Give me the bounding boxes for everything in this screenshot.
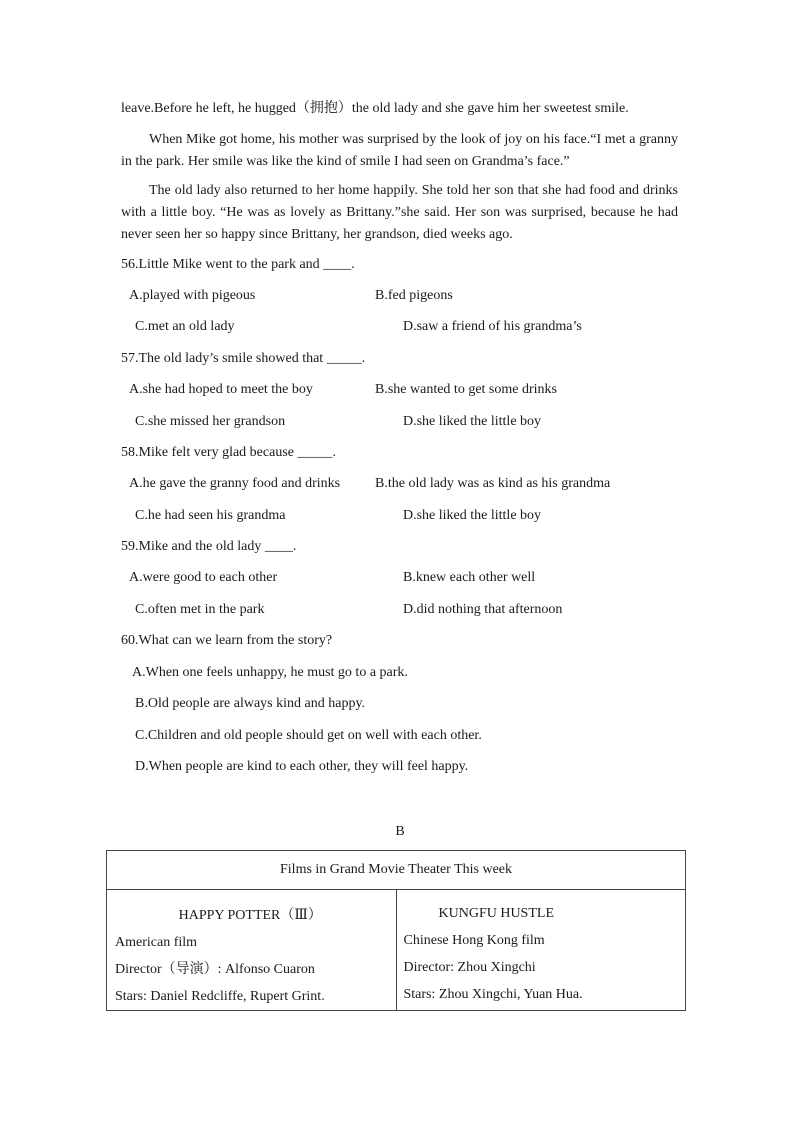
option-d: D.did nothing that afternoon bbox=[403, 602, 563, 617]
question-stem: 58.Mike felt very glad because _____. bbox=[121, 445, 336, 460]
option-d: D.saw a friend of his grandma’s bbox=[403, 319, 582, 334]
passage-paragraph: When Mike got home, his mother was surprised by the look of joy on his face.“I met a granny in the park. Her smile was like the kind of smile I had seen on Grandma’s face.” bbox=[121, 132, 678, 169]
option-a: A.he gave the granny food and drinks bbox=[129, 476, 341, 491]
option-c: C.he had seen his grandma bbox=[135, 508, 286, 523]
section-letter: B bbox=[395, 824, 405, 839]
film-stars: Stars: Zhou Xingchi, Yuan Hua. bbox=[403, 987, 583, 1002]
passage-line: leave.Before he left, he hugged（拥抱）the old lady and she gave him her sweetest smile. bbox=[121, 101, 629, 116]
option-c: C.met an old lady bbox=[135, 319, 235, 334]
question-stem: 56.Little Mike went to the park and ____. bbox=[121, 257, 355, 272]
option-d: D.she liked the little boy bbox=[403, 508, 542, 523]
option-a: A.were good to each other bbox=[129, 570, 278, 585]
option-b: B.she wanted to get some drinks bbox=[375, 382, 557, 397]
film-cell bbox=[396, 890, 686, 1011]
film-director: Director: Zhou Xingchi bbox=[403, 960, 536, 975]
option-c: C.she missed her grandson bbox=[135, 414, 286, 429]
passage-paragraph: The old lady also returned to her home happily. She told her son that she had food and drinks with a little boy. “He was as lovely as Brittany.”she said. Her son was surprised, because he had never seen her so happy since Brittany, her grandson, died weeks ago. bbox=[121, 183, 678, 242]
film-cell bbox=[107, 890, 397, 1011]
film-title: HAPPY POTTER（Ⅲ） bbox=[178, 908, 322, 923]
option-a: A.played with pigeous bbox=[129, 288, 256, 303]
option-a: A.When one feels unhappy, he must go to a park. bbox=[132, 665, 408, 680]
option-b: B.the old lady was as kind as his grandma bbox=[375, 476, 611, 491]
option-c: C.often met in the park bbox=[135, 602, 265, 617]
film-director: Director（导演）: Alfonso Cuaron bbox=[115, 962, 315, 977]
film-origin: American film bbox=[115, 935, 198, 950]
film-origin: Chinese Hong Kong film bbox=[403, 933, 545, 948]
question-stem: 60.What can we learn from the story? bbox=[121, 633, 333, 648]
film-stars: Stars: Daniel Redcliffe, Rupert Grint. bbox=[115, 989, 325, 1004]
option-a: A.she had hoped to meet the boy bbox=[129, 382, 313, 397]
films-table bbox=[106, 850, 686, 1011]
option-b: B.knew each other well bbox=[403, 570, 536, 585]
option-c: C.Children and old people should get on well with each other. bbox=[135, 728, 482, 743]
question-stem: 57.The old lady’s smile showed that _____. bbox=[121, 351, 366, 366]
option-b: B.Old people are always kind and happy. bbox=[135, 696, 366, 711]
question-stem: 59.Mike and the old lady ____. bbox=[121, 539, 297, 554]
table-title: Films in Grand Movie Theater This week bbox=[107, 851, 686, 890]
option-d: D.When people are kind to each other, they will feel happy. bbox=[135, 759, 469, 774]
option-d: D.she liked the little boy bbox=[403, 414, 542, 429]
film-title: KUNGFU HUSTLE bbox=[438, 906, 554, 921]
option-b: B.fed pigeons bbox=[375, 288, 453, 303]
